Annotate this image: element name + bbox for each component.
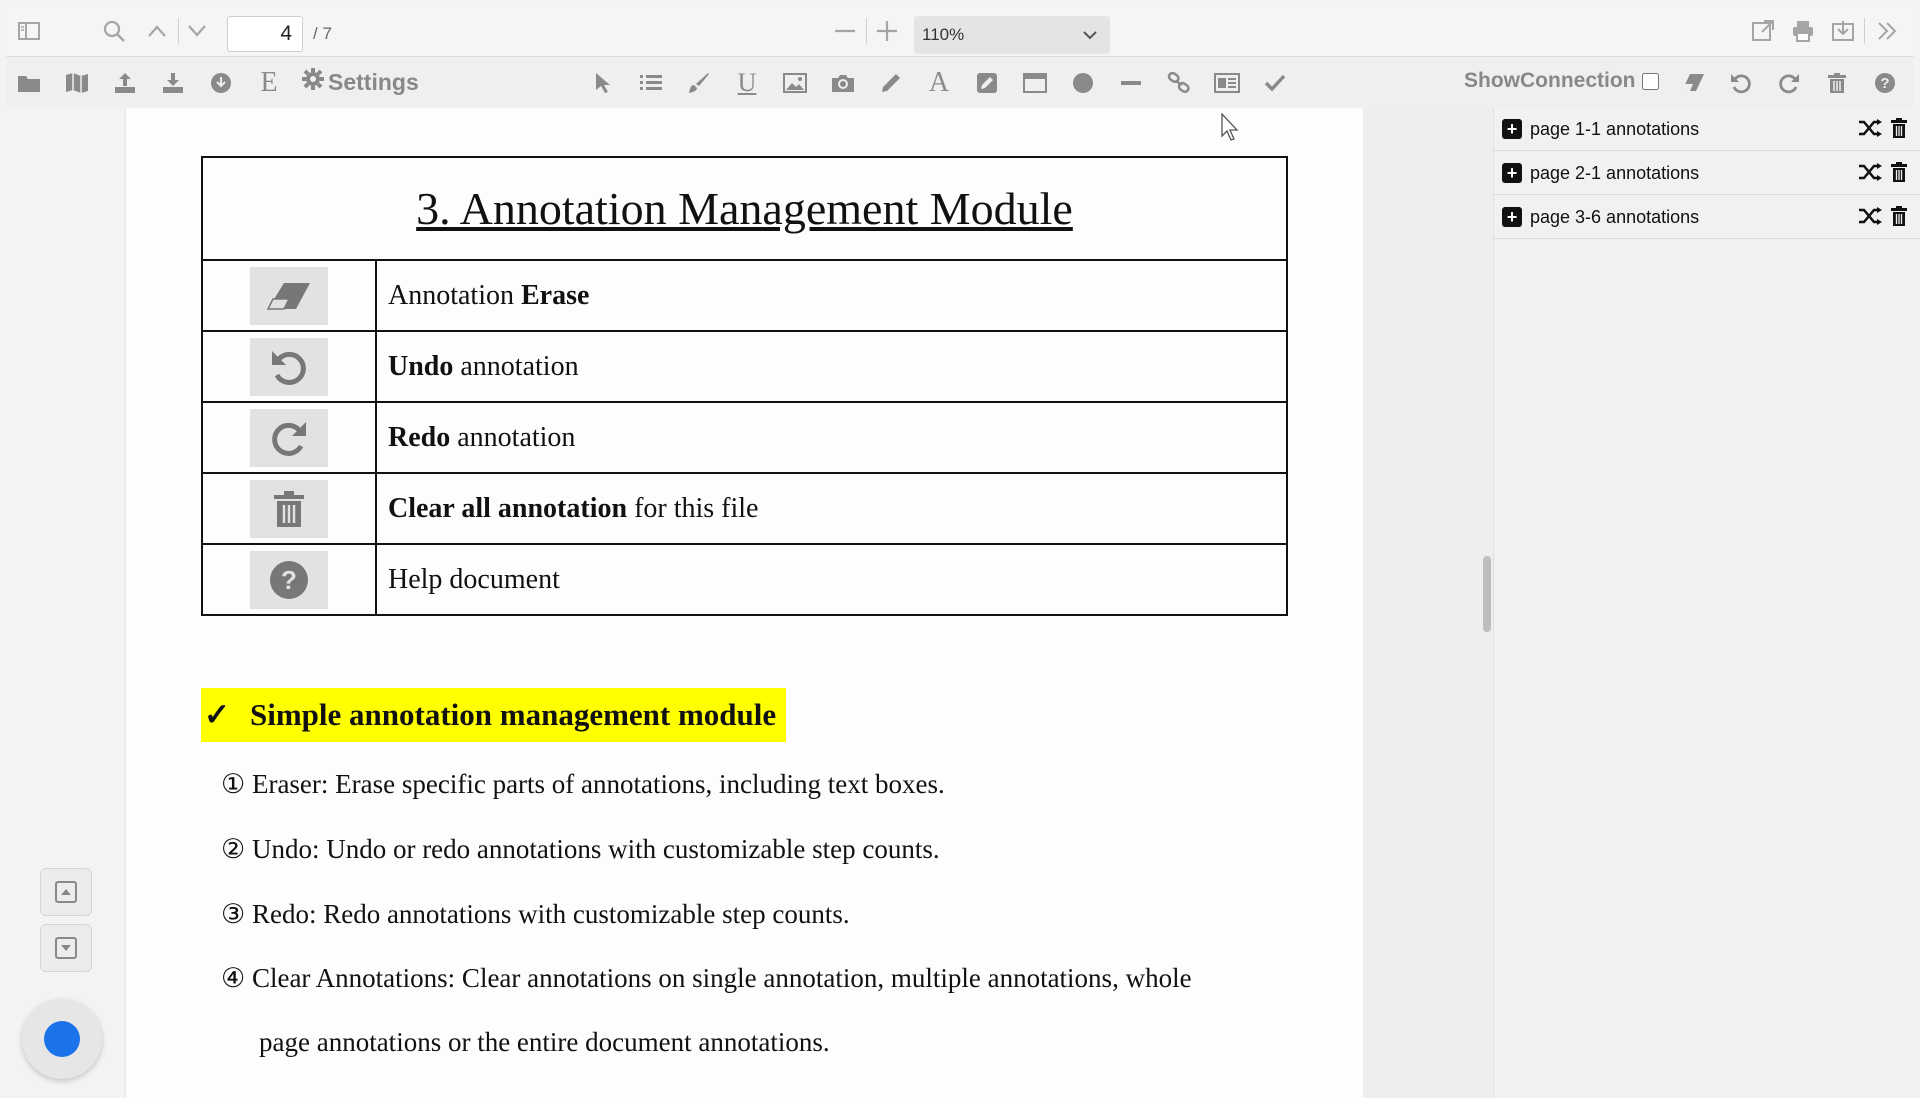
toolbar-divider — [178, 18, 179, 44]
scroll-up-button[interactable] — [40, 868, 92, 916]
show-connection-label: ShowConnection — [1464, 69, 1636, 92]
undo-icon — [250, 338, 328, 396]
list-item: ① Eraser: Erase specific parts of annotations, including text boxes. — [221, 769, 945, 799]
scroll-down-button[interactable] — [40, 924, 92, 972]
toolbar-divider — [1864, 18, 1865, 44]
page-total: / 7 — [313, 24, 332, 43]
circle-icon[interactable] — [1068, 69, 1098, 97]
undo-icon[interactable] — [1726, 69, 1756, 97]
zoom-in-icon[interactable] — [874, 18, 900, 44]
floating-action-button[interactable] — [22, 999, 102, 1079]
image-icon[interactable] — [780, 69, 810, 97]
top-toolbar — [6, 6, 1914, 57]
table-row: Undo annotation — [202, 331, 1287, 402]
upload-icon[interactable] — [110, 69, 140, 97]
scrollbar-thumb[interactable] — [1483, 556, 1491, 632]
chevron-down-icon[interactable] — [184, 18, 210, 44]
gear-icon — [302, 68, 324, 96]
module-table — [201, 156, 1288, 616]
annotation-group-label: page 2-1 annotations — [1530, 163, 1700, 183]
help-icon[interactable] — [1870, 69, 1900, 97]
pointer-icon[interactable] — [588, 69, 618, 97]
table-title: 3. Annotation Management Module — [416, 183, 1073, 234]
zoom-value: 110% — [922, 25, 965, 44]
folder-icon[interactable] — [14, 69, 44, 97]
editor-e-icon[interactable]: E — [260, 67, 278, 98]
svg-text:?: ? — [1880, 75, 1890, 92]
open-external-icon[interactable] — [1750, 18, 1776, 44]
status-dot — [44, 1021, 80, 1057]
table-row: Redo annotation — [202, 402, 1287, 473]
arrow-circle-down-icon[interactable] — [206, 69, 236, 97]
rectangle-icon[interactable] — [1020, 69, 1050, 97]
annotation-group-item[interactable] — [1494, 152, 1920, 195]
document-viewer[interactable] — [6, 108, 1363, 1098]
list-item: ③ Redo: Redo annotations with customizable step counts. — [221, 899, 850, 929]
expand-plus-icon[interactable]: + — [1502, 163, 1522, 183]
zoom-out-icon[interactable] — [832, 18, 858, 44]
edit-box-icon[interactable] — [972, 69, 1002, 97]
save-download-icon[interactable] — [158, 69, 188, 97]
settings-label: Settings — [328, 68, 419, 95]
check-icon: ✓ — [204, 697, 230, 732]
table-row: Annotation Erase — [202, 260, 1287, 331]
chevron-up-icon[interactable] — [144, 18, 170, 44]
table-row: ? Help document — [202, 544, 1287, 615]
page-number-input[interactable] — [227, 16, 303, 52]
print-icon[interactable] — [1790, 18, 1816, 44]
viewer-gutter — [1363, 108, 1493, 1098]
annotation-group-item[interactable] — [1494, 108, 1920, 151]
sidebar-toggle-icon[interactable] — [16, 18, 42, 44]
section-heading — [201, 688, 786, 742]
help-icon — [250, 551, 328, 609]
mouse-cursor-icon — [1221, 113, 1241, 148]
list-item: ④ Clear Annotations: Clear annotations on single annotation, multiple annotations, whole — [221, 963, 1192, 993]
download-icon[interactable] — [1830, 18, 1856, 44]
expand-plus-icon[interactable]: + — [1502, 119, 1522, 139]
link-icon[interactable] — [1164, 69, 1194, 97]
expand-plus-icon[interactable]: + — [1502, 207, 1522, 227]
form-field-icon[interactable] — [1212, 69, 1242, 97]
shuffle-connection-icon[interactable] — [1858, 206, 1882, 232]
chevron-down-icon — [1082, 26, 1098, 46]
table-title-cell — [202, 157, 1287, 260]
arrow-up-icon — [55, 881, 77, 903]
underline-icon[interactable]: U — [737, 68, 757, 97]
annotation-group-label: page 1-1 annotations — [1530, 119, 1700, 139]
trash-icon[interactable] — [1890, 206, 1908, 231]
checkmark-icon[interactable] — [1260, 69, 1290, 97]
line-icon[interactable] — [1116, 69, 1146, 97]
svg-text:?: ? — [281, 564, 297, 595]
show-connection-toggle[interactable] — [1464, 69, 1659, 93]
shuffle-connection-icon[interactable] — [1858, 162, 1882, 188]
section-heading-text: Simple annotation management module — [249, 697, 777, 732]
pencil-icon[interactable] — [876, 69, 906, 97]
show-connection-checkbox[interactable] — [1642, 73, 1659, 90]
redo-icon[interactable] — [1774, 69, 1804, 97]
double-chevron-right-icon[interactable] — [1874, 18, 1900, 44]
camera-icon[interactable] — [828, 69, 858, 97]
annotations-panel — [1493, 108, 1920, 1098]
document-page — [126, 108, 1363, 1098]
redo-icon — [250, 409, 328, 467]
toolbar-divider — [866, 18, 867, 44]
trash-icon — [250, 480, 328, 538]
search-icon[interactable] — [101, 18, 127, 44]
eraser-icon[interactable] — [1678, 69, 1708, 97]
trash-icon[interactable] — [1890, 118, 1908, 143]
annotation-group-item[interactable] — [1494, 196, 1920, 239]
list-item-continuation: page annotations or the entire document annotations. — [259, 1027, 830, 1057]
annotation-group-label: page 3-6 annotations — [1530, 207, 1700, 227]
table-row: Clear all annotation for this file — [202, 473, 1287, 544]
map-icon[interactable] — [62, 69, 92, 97]
brush-icon[interactable] — [684, 69, 714, 97]
trash-icon[interactable] — [1890, 162, 1908, 187]
eraser-icon — [250, 267, 328, 325]
list-icon[interactable] — [636, 69, 666, 97]
shuffle-connection-icon[interactable] — [1858, 118, 1882, 144]
list-item: ② Undo: Undo or redo annotations with customizable step counts. — [221, 834, 940, 864]
trash-icon[interactable] — [1822, 69, 1852, 97]
settings-button[interactable] — [302, 68, 419, 96]
zoom-select[interactable] — [914, 16, 1110, 54]
arrow-down-icon — [55, 937, 77, 959]
annotation-toolbar — [6, 57, 1914, 109]
text-tool-icon[interactable]: A — [928, 67, 950, 98]
